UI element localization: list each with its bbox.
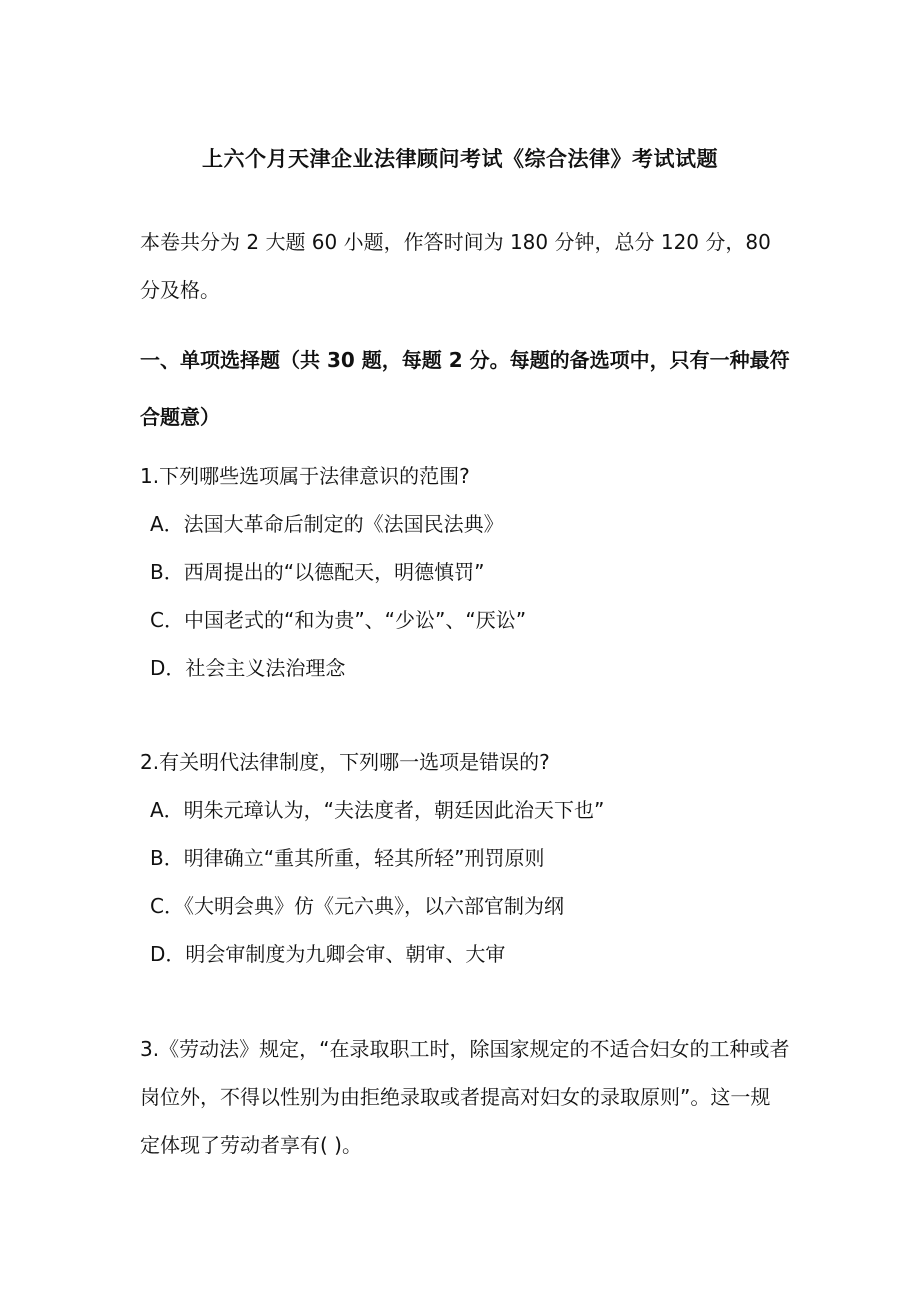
option-c: C．中国老式的“和为贵”、“少讼”、“厌讼” (150, 608, 527, 632)
section-heading: 一、单项选择题（共 30 题，每题 2 分。每题的备选项中，只有一种最符合题意） (140, 348, 790, 429)
option-a: A．法国大革命后制定的《法国民法典》 (150, 512, 504, 536)
option-list (140, 500, 790, 692)
option-d: D．明会审制度为九卿会审、朝审、大审 (150, 942, 506, 966)
option-a: A．明朱元璋认为，“夫法度者，朝廷因此治天下也” (150, 798, 605, 822)
question-3 (140, 1025, 790, 1169)
option-b: B．西周提出的“以德配天，明德慎罚” (150, 560, 485, 584)
question-stem: 1.下列哪些选项属于法律意识的范围? (140, 464, 470, 488)
option-c: C．《大明会典》仿《元六典》，以六部官制为纲 (150, 894, 564, 918)
option-d: D．社会主义法治理念 (150, 656, 346, 680)
question-stem: 2.有关明代法律制度，下列哪一选项是错误的? (140, 750, 550, 774)
question-stem: 3.《劳动法》规定，“在录取职工时，除国家规定的不适合妇女的工种或者岗位外，不得以性别为由拒绝录取或者提高对妇女的录取原则”。这一规定体现了劳动者享有( )。 (140, 1037, 790, 1157)
option-b: B．明律确立“重其所重，轻其所轻”刑罚原则 (150, 846, 545, 870)
question-1 (140, 452, 790, 692)
exam-intro: 本卷共分为 2 大题 60 小题，作答时间为 180 分钟，总分 120 分，80 分及格。 (140, 230, 771, 302)
question-2 (140, 738, 790, 978)
document-title: 上六个月天津企业法律顾问考试《综合法律》考试试题 (202, 147, 718, 171)
option-list (140, 786, 790, 978)
